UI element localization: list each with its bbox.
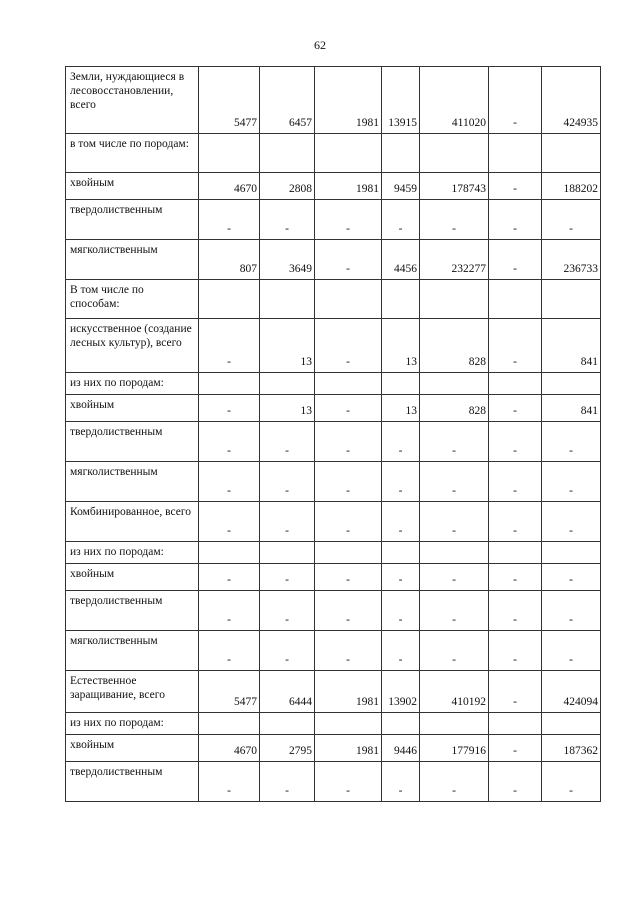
table-cell: -	[315, 762, 382, 802]
table-cell: -	[489, 173, 542, 200]
table-cell: -	[542, 502, 601, 542]
table-row	[66, 564, 601, 591]
table-cell: 9459	[382, 173, 420, 200]
table-cell: 177916	[420, 735, 489, 762]
table-cell: 1981	[315, 735, 382, 762]
table-cell	[420, 373, 489, 395]
reforestation-table	[65, 66, 601, 802]
table-row	[66, 373, 601, 395]
table-cell: -	[199, 319, 260, 373]
table-cell: -	[420, 502, 489, 542]
table-cell: -	[199, 564, 260, 591]
table-cell: 424094	[542, 671, 601, 713]
table-cell: 841	[542, 319, 601, 373]
table-row	[66, 671, 601, 713]
row-label: твердолиственным	[66, 422, 199, 462]
table-cell: -	[382, 422, 420, 462]
table-cell: -	[542, 422, 601, 462]
row-label: хвойным	[66, 735, 199, 762]
table-cell	[315, 134, 382, 173]
table-cell: -	[489, 395, 542, 422]
table-cell	[315, 542, 382, 564]
table-cell	[315, 280, 382, 319]
table-cell: -	[260, 502, 315, 542]
table-cell: 4456	[382, 240, 420, 280]
row-label: из них по породам:	[66, 373, 199, 395]
table-cell: -	[489, 591, 542, 631]
table-cell: -	[542, 591, 601, 631]
table-cell: -	[199, 462, 260, 502]
table-cell: 5477	[199, 67, 260, 134]
page-number: 62	[314, 38, 326, 52]
table-row	[66, 713, 601, 735]
table-cell: 13	[382, 395, 420, 422]
table-cell: -	[489, 564, 542, 591]
row-label: мягколиственным	[66, 631, 199, 671]
table-cell	[260, 373, 315, 395]
row-label: Естественное заращивание, всего	[66, 671, 199, 713]
table-cell: -	[260, 462, 315, 502]
row-label: твердолиственным	[66, 591, 199, 631]
table-row	[66, 280, 601, 319]
table-cell	[489, 713, 542, 735]
table-row	[66, 200, 601, 240]
table-cell: 232277	[420, 240, 489, 280]
table-cell: 3649	[260, 240, 315, 280]
table-cell: -	[315, 462, 382, 502]
row-label: твердолиственным	[66, 200, 199, 240]
row-label: твердолиственным	[66, 762, 199, 802]
table-cell: -	[542, 564, 601, 591]
table-cell: -	[315, 631, 382, 671]
table-row	[66, 762, 601, 802]
table-cell	[260, 280, 315, 319]
table-cell	[260, 134, 315, 173]
table-cell: 828	[420, 395, 489, 422]
table-cell: 1981	[315, 173, 382, 200]
row-label: из них по породам:	[66, 713, 199, 735]
table-cell	[420, 134, 489, 173]
table-cell: -	[260, 591, 315, 631]
table-cell	[199, 542, 260, 564]
table-cell: 828	[420, 319, 489, 373]
table-cell	[382, 280, 420, 319]
table-cell	[199, 373, 260, 395]
table-cell: -	[199, 502, 260, 542]
table-cell: 187362	[542, 735, 601, 762]
table-cell: 4670	[199, 735, 260, 762]
table-cell	[315, 373, 382, 395]
row-label: Земли, нуждающиеся в лесовосстановлении, всего	[66, 67, 199, 134]
table-row	[66, 173, 601, 200]
table-row	[66, 422, 601, 462]
row-label: хвойным	[66, 173, 199, 200]
table-cell: -	[420, 462, 489, 502]
table-cell: -	[199, 762, 260, 802]
table-row	[66, 591, 601, 631]
table-cell: -	[199, 422, 260, 462]
table-cell: -	[489, 631, 542, 671]
table-body	[66, 67, 601, 802]
table-cell: 9446	[382, 735, 420, 762]
row-label: искусственное (создание лесных культур), всего	[66, 319, 199, 373]
table-cell	[382, 713, 420, 735]
table-cell: -	[199, 395, 260, 422]
table-cell: -	[489, 671, 542, 713]
row-label: из них по породам:	[66, 542, 199, 564]
table-cell: 1981	[315, 67, 382, 134]
table-row	[66, 542, 601, 564]
table-cell: -	[315, 422, 382, 462]
table-cell: -	[420, 422, 489, 462]
table-cell: -	[420, 631, 489, 671]
row-label: мягколиственным	[66, 462, 199, 502]
table-cell	[382, 542, 420, 564]
table-cell: -	[542, 631, 601, 671]
table-cell: -	[260, 631, 315, 671]
table-cell: 6457	[260, 67, 315, 134]
table-cell: -	[489, 200, 542, 240]
table-cell: 2795	[260, 735, 315, 762]
table-cell: -	[489, 422, 542, 462]
table-cell	[199, 134, 260, 173]
row-label: мягколиственным	[66, 240, 199, 280]
table-cell: -	[260, 422, 315, 462]
table-cell: -	[489, 67, 542, 134]
table-cell: -	[382, 631, 420, 671]
table-cell	[420, 280, 489, 319]
table-row	[66, 631, 601, 671]
table-row	[66, 67, 601, 134]
table-cell	[542, 713, 601, 735]
table-cell	[542, 373, 601, 395]
table-cell: -	[315, 200, 382, 240]
table-cell: 4670	[199, 173, 260, 200]
table-cell: -	[199, 200, 260, 240]
table-cell: -	[382, 200, 420, 240]
table-cell: -	[420, 762, 489, 802]
table-cell: -	[382, 462, 420, 502]
table-cell: -	[260, 762, 315, 802]
table-cell: -	[382, 762, 420, 802]
table-cell	[489, 373, 542, 395]
table-cell: -	[489, 462, 542, 502]
table-row	[66, 462, 601, 502]
row-label: В том числе по способам:	[66, 280, 199, 319]
table-cell: 6444	[260, 671, 315, 713]
table-cell	[489, 280, 542, 319]
table-cell: -	[315, 591, 382, 631]
table-cell: 424935	[542, 67, 601, 134]
table-cell: -	[542, 200, 601, 240]
table-cell: 236733	[542, 240, 601, 280]
table-cell: -	[489, 735, 542, 762]
table-cell: -	[489, 502, 542, 542]
table-row	[66, 735, 601, 762]
table-row	[66, 134, 601, 173]
table-cell	[315, 713, 382, 735]
table-cell: 411020	[420, 67, 489, 134]
table-cell: 13915	[382, 67, 420, 134]
table-cell: -	[315, 240, 382, 280]
table-cell	[489, 134, 542, 173]
table-cell: 410192	[420, 671, 489, 713]
table-cell	[420, 542, 489, 564]
table-row	[66, 502, 601, 542]
table-cell	[382, 373, 420, 395]
table-cell: -	[260, 200, 315, 240]
table-cell: -	[542, 762, 601, 802]
table-cell: -	[315, 564, 382, 591]
table-cell	[542, 134, 601, 173]
table-cell: 5477	[199, 671, 260, 713]
table-cell: -	[542, 462, 601, 502]
table-cell: -	[489, 319, 542, 373]
table-cell	[260, 713, 315, 735]
table-cell	[199, 280, 260, 319]
table-cell: -	[489, 240, 542, 280]
table-cell: 13902	[382, 671, 420, 713]
table-cell: 13	[260, 319, 315, 373]
table-cell: -	[420, 200, 489, 240]
table-cell	[260, 542, 315, 564]
table-cell: 807	[199, 240, 260, 280]
table-cell	[382, 134, 420, 173]
table-cell: -	[260, 564, 315, 591]
table-cell: -	[382, 502, 420, 542]
table-cell: 13	[382, 319, 420, 373]
table-cell: -	[420, 591, 489, 631]
table-cell	[489, 542, 542, 564]
table-cell	[542, 542, 601, 564]
table-cell	[199, 713, 260, 735]
table-cell: 841	[542, 395, 601, 422]
row-label: хвойным	[66, 395, 199, 422]
table-row	[66, 319, 601, 373]
row-label: хвойным	[66, 564, 199, 591]
table-row	[66, 395, 601, 422]
table-cell: -	[315, 502, 382, 542]
table-cell: -	[420, 564, 489, 591]
table-cell: 188202	[542, 173, 601, 200]
table-cell: -	[489, 762, 542, 802]
table-cell: -	[315, 395, 382, 422]
row-label: в том числе по породам:	[66, 134, 199, 173]
table-cell: -	[199, 591, 260, 631]
table-cell: -	[382, 591, 420, 631]
table-cell: 13	[260, 395, 315, 422]
table-cell: -	[315, 319, 382, 373]
table-cell	[420, 713, 489, 735]
table-cell: 1981	[315, 671, 382, 713]
table-cell: 178743	[420, 173, 489, 200]
table-cell: -	[382, 564, 420, 591]
table-cell: -	[199, 631, 260, 671]
table-cell: 2808	[260, 173, 315, 200]
table-row	[66, 240, 601, 280]
row-label: Комбинированное, всего	[66, 502, 199, 542]
table-cell	[542, 280, 601, 319]
